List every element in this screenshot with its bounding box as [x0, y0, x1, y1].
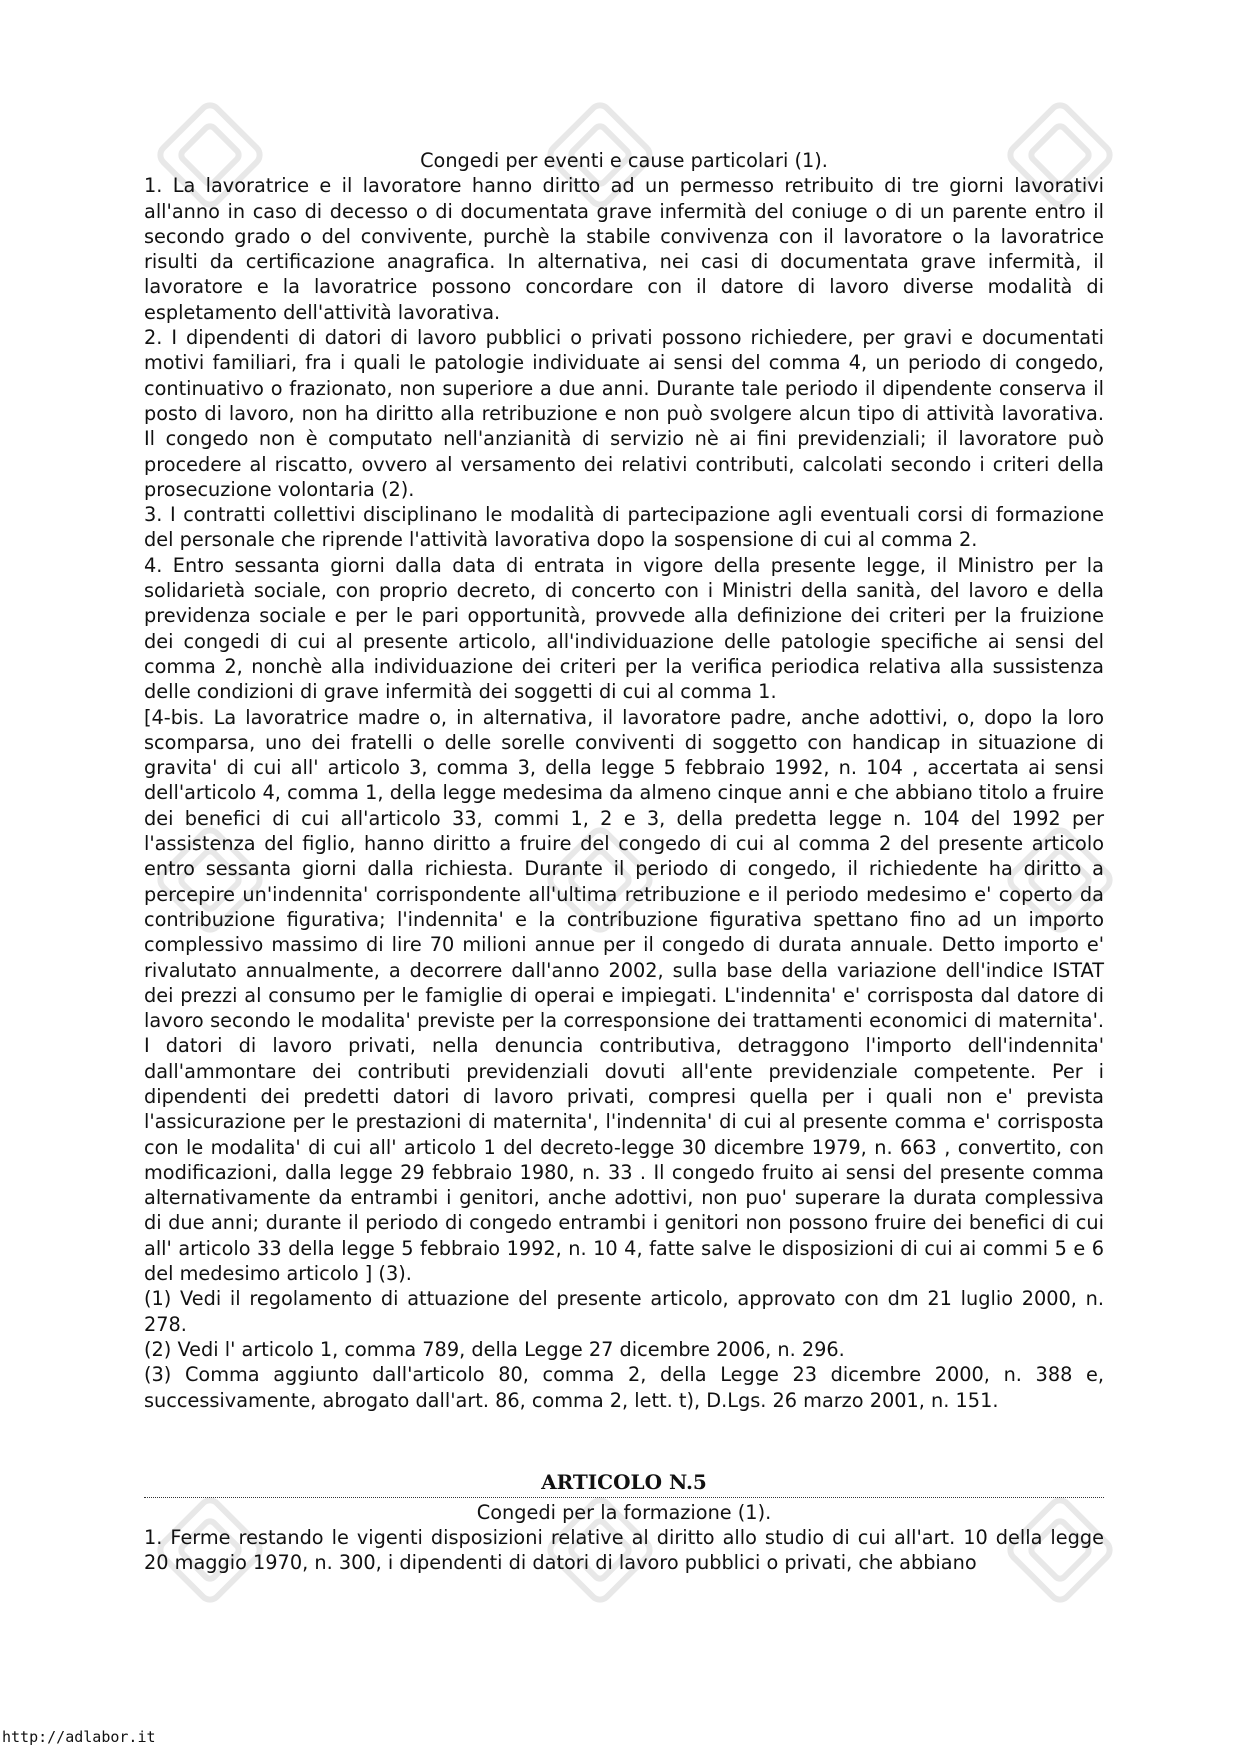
article-paragraph-1: 1. Ferme restando le vigenti disposizioni relative al diritto allo studio di cui all'art. 10 della legge 20 maggio 1970, n. 300, i dipendenti di datori di lavoro pubblici o privati, che abbiano — [144, 1526, 1104, 1575]
dotted-divider — [144, 1497, 1104, 1498]
paragraph-comma-3: 3. I contratti collettivi disciplinano le modalità di partecipazione agli eventuali corsi di formazione del personale che riprende l'attività lavorativa dopo la sospensione di cui al comma 2. — [144, 503, 1104, 552]
paragraph-comma-4: 4. Entro sessanta giorni dalla data di entrata in vigore della presente legge, il Ministro per la solidarietà sociale, con proprio decreto, di concerto con i Ministri della sanità, del lavoro e della previdenza sociale e per le pari opportunità, provvede alla definizione dei criteri per la fruizione dei congedi di cui al presente articolo, all'individuazione delle patologie specifiche ai sensi del comma 2, nonchè alla individuazione dei criteri per la verifica periodica relativa alla sussistenza delle condizioni di grave infermità dei soggetti di cui al comma 1. — [144, 553, 1104, 704]
document-page — [144, 148, 1104, 1576]
footnote-2: (2) Vedi l' articolo 1, comma 789, della Legge 27 dicembre 2006, n. 296. — [144, 1337, 845, 1361]
paragraph-comma-2: 2. I dipendenti di datori di lavoro pubblici o privati possono richiedere, per gravi e documentati motivi familiari, fra i quali le patologie individuate ai sensi del comma 4, un periodo di congedo, continuativo o frazionato, non superiore a due anni. Durante tale periodo il dipendente conserva il posto di lavoro, non ha diritto alla retribuzione e non può svolgere alcun tipo di attività lavorativa. Il congedo non è computato nell'anzianità di servizio nè ai fini previdenziali; il lavoratore può procedere al riscatto, ovvero al versamento dei relativi contributi, calcolati secondo i criteri della prosecuzione volontaria (2). — [144, 326, 1104, 501]
paragraph-comma-1: 1. La lavoratrice e il lavoratore hanno diritto ad un permesso retribuito di tre giorni lavorativi all'anno in caso di decesso o di documentata grave infermità del coniuge o di un parente entro il secondo grado o del convivente, purchè la stabile convivenza con il lavoratore o la lavoratrice risulti da certificazione anagrafica. In alternativa, nei casi di documentata grave infermità, il lavoratore e la lavoratrice possono concordare con il datore di lavoro diverse modalità di espletamento dell'attività lavorativa. — [144, 174, 1104, 324]
article-title: ARTICOLO N.5 — [541, 1469, 707, 1494]
footer-url: http://adlabor.it — [2, 1728, 156, 1746]
section-heading: Congedi per eventi e cause particolari (1). — [420, 149, 828, 172]
section-spacer — [144, 1413, 1104, 1469]
article-heading: Congedi per la formazione (1). — [476, 1500, 772, 1524]
footnote-3: (3) Comma aggiunto dall'articolo 80, comma 2, della Legge 23 dicembre 2000, n. 388 e, successivamente, abrogato dall'art. 86, comma 2, lett. t), D.Lgs. 26 marzo 2001, n. 151. — [144, 1363, 1104, 1412]
footnote-1: (1) Vedi il regolamento di attuazione del presente articolo, approvato con dm 21 luglio 2000, n. 278. — [144, 1287, 1104, 1336]
paragraph-comma-4-bis: [4-bis. La lavoratrice madre o, in alternativa, il lavoratore padre, anche adottivi, o, dopo la loro scomparsa, uno dei fratelli o delle sorelle conviventi di soggetto con handicap in situazione di gravita' di cui all' articolo 3, comma 3, della legge 5 febbraio 1992, n. 104 , accertata ai sensi dell'articolo 4, comma 1, della legge medesima da almeno cinque anni e che abbiano titolo a fruire dei benefici di cui all'articolo 33, commi 1, 2 e 3, della predetta legge n. 104 del 1992 per l'assistenza del figlio, hanno diritto a fruire del congedo di cui al comma 2 del presente articolo entro sessanta giorni dalla richiesta. Durante il periodo di congedo, il richiedente ha diritto a percepire un'indennita' corrispondente all'ultima retribuzione e il periodo medesimo e' coperto da contribuzione figurativa; l'indennita' e la contribuzione figurativa spettano fino ad un importo complessivo massimo di lire 70 milioni annue per il congedo di durata annuale. Detto importo e' rivalutato annualmente, a decorrere dall'anno 2002, sulla base della variazione dell'indice ISTAT dei prezzi al consumo per le famiglie di operai e impiegati. L'indennita' e' corrisposta dal datore di lavoro secondo le modalita' previste per la corresponsione dei trattamenti economici di maternita'. I datori di lavoro privati, nella denuncia contributiva, detraggono l'importo dell'indennita' dall'ammontare dei contributi previdenziali dovuti all'ente previdenziale competente. Per i dipendenti dei predetti datori di lavoro privati, compresi quella per i quali non e' prevista l'assicurazione per le prestazioni di maternita', l'indennita' di cui al presente comma e' corrisposta con le modalita' di cui all' articolo 1 del decreto-legge 30 dicembre 1979, n. 663 , convertito, con modificazioni, dalla legge 29 febbraio 1980, n. 33 . Il congedo fruito ai sensi del presente comma alternativamente da entrambi i genitori, anche adottivi, non puo' superare la durata complessiva di due anni; durante il periodo di congedo entrambi i genitori non possono fruire dei benefici di cui all' articolo 33 della legge 5 febbraio 1992, n. 10 4, fatte salve le disposizioni di cui ai commi 5 e 6 del medesimo articolo ] (3). — [144, 705, 1104, 1286]
